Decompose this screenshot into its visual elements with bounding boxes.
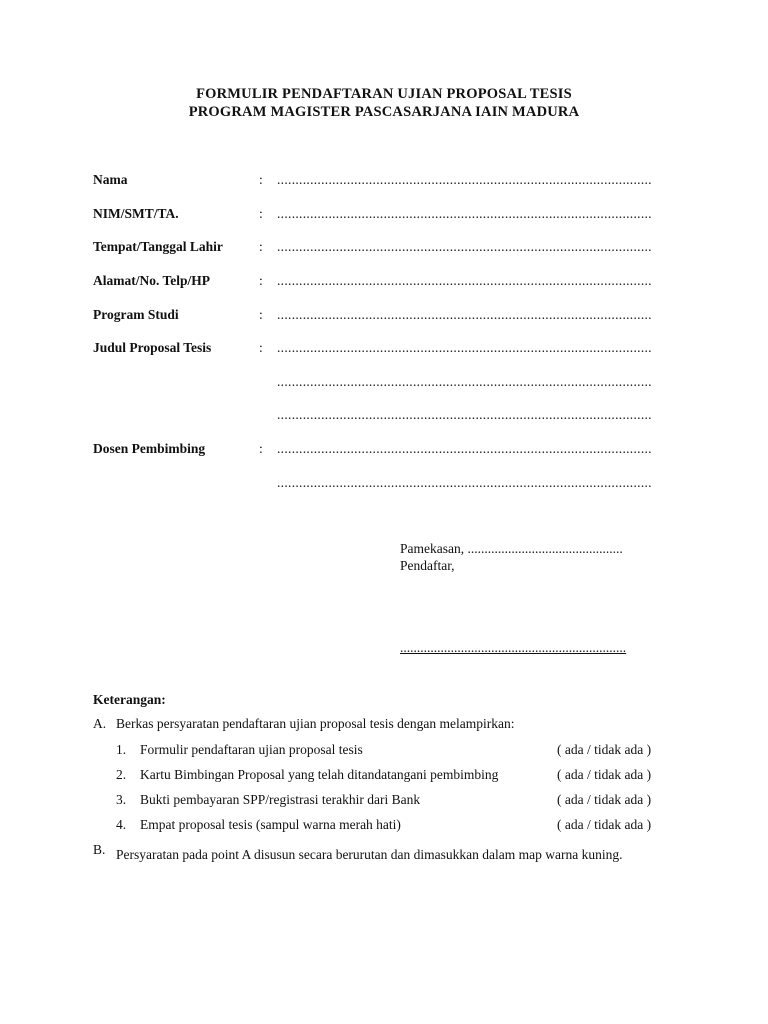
field-label: Judul Proposal Tesis (93, 340, 212, 355)
requirement-number: 1. (116, 742, 127, 757)
field-colon: : (259, 441, 263, 456)
requirement-number: 2. (116, 767, 127, 782)
notes-b-text: Persyaratan pada point A disusun secara berurutan dan dimasukkan dalam map warna kuning. (116, 847, 623, 862)
notes-heading: Keterangan: (93, 692, 166, 707)
signature-role: Pendaftar, (400, 558, 455, 573)
field-label: Alamat/No. Telp/HP (93, 273, 211, 288)
field-fill-line[interactable]: ...................................................................................................... (277, 374, 652, 389)
field-fill-line[interactable]: ...................................................................................................... (277, 340, 652, 355)
form-title-line-1: FORMULIR PENDAFTARAN UJIAN PROPOSAL TESIS (196, 86, 572, 102)
requirement-text: Bukti pembayaran SPP/registrasi terakhir dari Bank (140, 792, 421, 807)
field-fill-line[interactable]: ...................................................................................................... (277, 475, 652, 490)
field-label: Tempat/Tanggal Lahir (93, 239, 223, 254)
field-fill-line[interactable]: ...................................................................................................... (277, 172, 652, 187)
field-fill-line[interactable]: ...................................................................................................... (277, 239, 652, 254)
field-label: Dosen Pembimbing (93, 441, 206, 456)
field-label: Program Studi (93, 307, 179, 322)
field-fill-line[interactable]: ...................................................................................................... (277, 407, 652, 422)
field-fill-line[interactable]: ...................................................................................................... (277, 206, 652, 221)
signature-line[interactable]: ................................................................... (400, 640, 627, 655)
field-colon: : (259, 340, 263, 355)
field-colon: : (259, 239, 263, 254)
requirement-status[interactable]: ( ada / tidak ada ) (557, 742, 652, 757)
requirement-status[interactable]: ( ada / tidak ada ) (557, 792, 652, 807)
notes-a-marker: A. (93, 716, 107, 731)
requirement-text: Formulir pendaftaran ujian proposal tesis (140, 742, 363, 757)
field-label: Nama (93, 172, 128, 187)
notes-a-text: Berkas persyaratan pendaftaran ujian proposal tesis dengan melampirkan: (116, 716, 515, 731)
field-colon: : (259, 206, 263, 221)
requirement-number: 3. (116, 792, 127, 807)
field-colon: : (259, 307, 263, 322)
form-title-line-2: PROGRAM MAGISTER PASCASARJANA IAIN MADURA (188, 104, 580, 120)
requirement-text: Kartu Bimbingan Proposal yang telah ditandatangani pembimbing (140, 767, 499, 782)
field-fill-line[interactable]: ...................................................................................................... (277, 273, 652, 288)
notes-b-marker: B. (93, 842, 106, 857)
requirement-status[interactable]: ( ada / tidak ada ) (557, 767, 652, 782)
field-fill-line[interactable]: ...................................................................................................... (277, 307, 652, 322)
requirement-number: 4. (116, 817, 127, 832)
field-label: NIM/SMT/TA. (93, 206, 179, 221)
field-colon: : (259, 273, 263, 288)
signature-place-date: Pamekasan, .............................................. (400, 541, 623, 556)
field-colon: : (259, 172, 263, 187)
field-fill-line[interactable]: ...................................................................................................... (277, 441, 652, 456)
requirement-status[interactable]: ( ada / tidak ada ) (557, 817, 652, 832)
requirement-text: Empat proposal tesis (sampul warna merah hati) (140, 817, 401, 832)
